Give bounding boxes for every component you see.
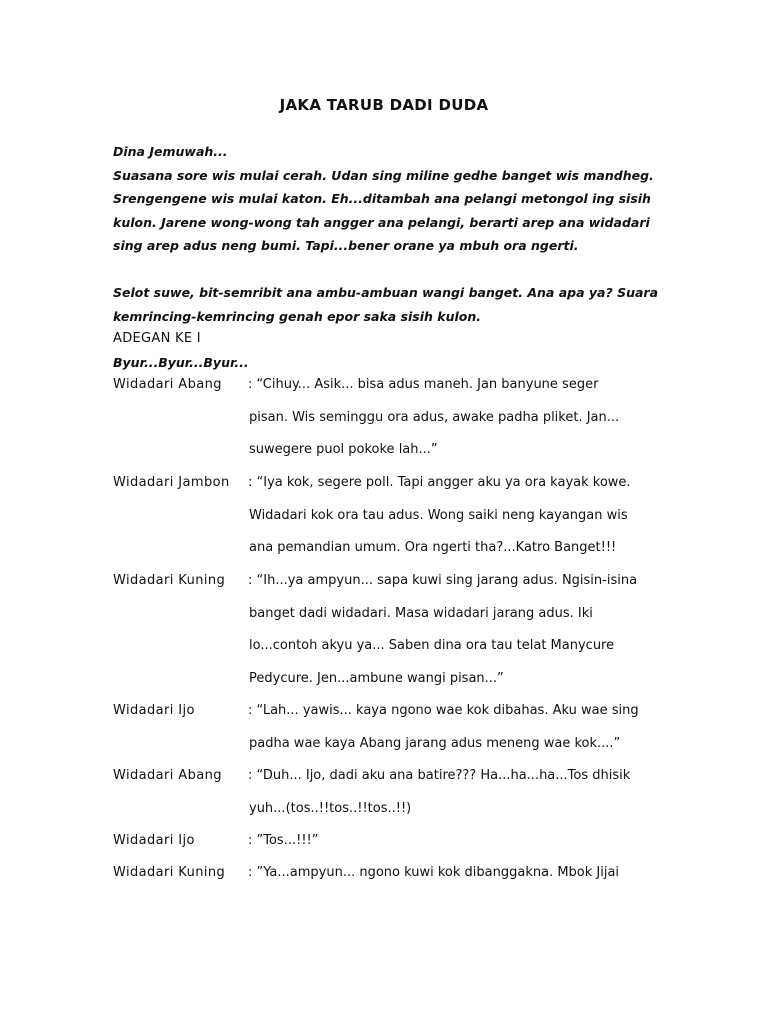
intro-line: Srengengene wis mulai katon. Eh...ditambah ana pelangi metongol ing sisih bbox=[113, 191, 651, 206]
intro-paragraphs bbox=[113, 140, 673, 328]
dialog-line: yuh...(tos..!!tos..!!tos..!!) bbox=[249, 800, 412, 816]
dialog-line: Widadari kok ora tau adus. Wong saiki neng kayangan wis bbox=[249, 507, 628, 523]
intro-line: Selot suwe, bit-semribit ana ambu-ambuan wangi banget. Ana apa ya? Suara bbox=[113, 285, 659, 300]
dialog-line: : ”Tos...!!!” bbox=[248, 833, 319, 848]
intro-line: Dina Jemuwah... bbox=[113, 144, 228, 159]
dialog-line: Pedycure. Jen...ambune wangi pisan...” bbox=[249, 670, 504, 686]
dialog-line: banget dadi widadari. Masa widadari jarang adus. Iki bbox=[249, 605, 593, 621]
speaker-name: Widadari Jambon bbox=[113, 475, 230, 490]
scene-heading: ADEGAN KE I bbox=[113, 331, 201, 346]
dialog-line: : “Iya kok, segere poll. Tapi angger aku ya ora kayak kowe. bbox=[248, 475, 631, 490]
intro-line: Suasana sore wis mulai cerah. Udan sing miline gedhe banget wis mandheg. bbox=[113, 167, 654, 183]
paragraph-gap bbox=[113, 258, 673, 282]
speaker-name: Widadari Kuning bbox=[113, 573, 226, 588]
speaker-name: Widadari Abang bbox=[113, 768, 222, 783]
intro-line: kemrincing-kemrincing genah epor saka sisih kulon. bbox=[113, 308, 482, 324]
speaker-name: Widadari Ijo bbox=[113, 703, 195, 718]
intro-line: sing arep adus neng bumi. Tapi...bener orane ya mbuh ora ngerti. bbox=[113, 238, 579, 253]
dialog-line: : “Cihuy... Asik... bisa adus maneh. Jan banyune seger bbox=[248, 377, 599, 392]
dialog-line: padha wae kaya Abang jarang adus meneng wae kok....” bbox=[249, 735, 621, 751]
dialog-line: : “Ih...ya ampyun... sapa kuwi sing jarang adus. Ngisin-isina bbox=[248, 573, 638, 588]
dialog-line: : “Duh... Ijo, dadi aku ana batire??? Ha...ha...ha...Tos dhisik bbox=[248, 768, 631, 783]
speaker-name: Widadari Kuning bbox=[113, 865, 226, 880]
dialog-line: lo...contoh akyu ya... Saben dina ora tau telat Manycure bbox=[249, 638, 615, 653]
dialog-line: pisan. Wis seminggu ora adus, awake padha pliket. Jan... bbox=[249, 409, 620, 425]
speaker-name: Widadari Ijo bbox=[113, 833, 195, 848]
scene-subheading: Byur...Byur...Byur... bbox=[113, 355, 249, 370]
dialog-line: suwegere puol pokoke lah...” bbox=[249, 442, 438, 457]
dialog-line: : “Lah... yawis... kaya ngono wae kok dibahas. Aku wae sing bbox=[248, 703, 639, 718]
dialog-line: ana pemandian umum. Ora ngerti tha?...Katro Banget!!! bbox=[249, 540, 617, 555]
dialog-line: : ”Ya...ampyun... ngono kuwi kok dibanggakna. Mbok Jijai bbox=[248, 865, 620, 880]
speaker-name: Widadari Abang bbox=[113, 377, 222, 392]
intro-line: kulon. Jarene wong-wong tah angger ana pelangi, berarti arep ana widadari bbox=[113, 214, 650, 230]
document-title: JAKA TARUB DADI DUDA bbox=[279, 96, 489, 114]
